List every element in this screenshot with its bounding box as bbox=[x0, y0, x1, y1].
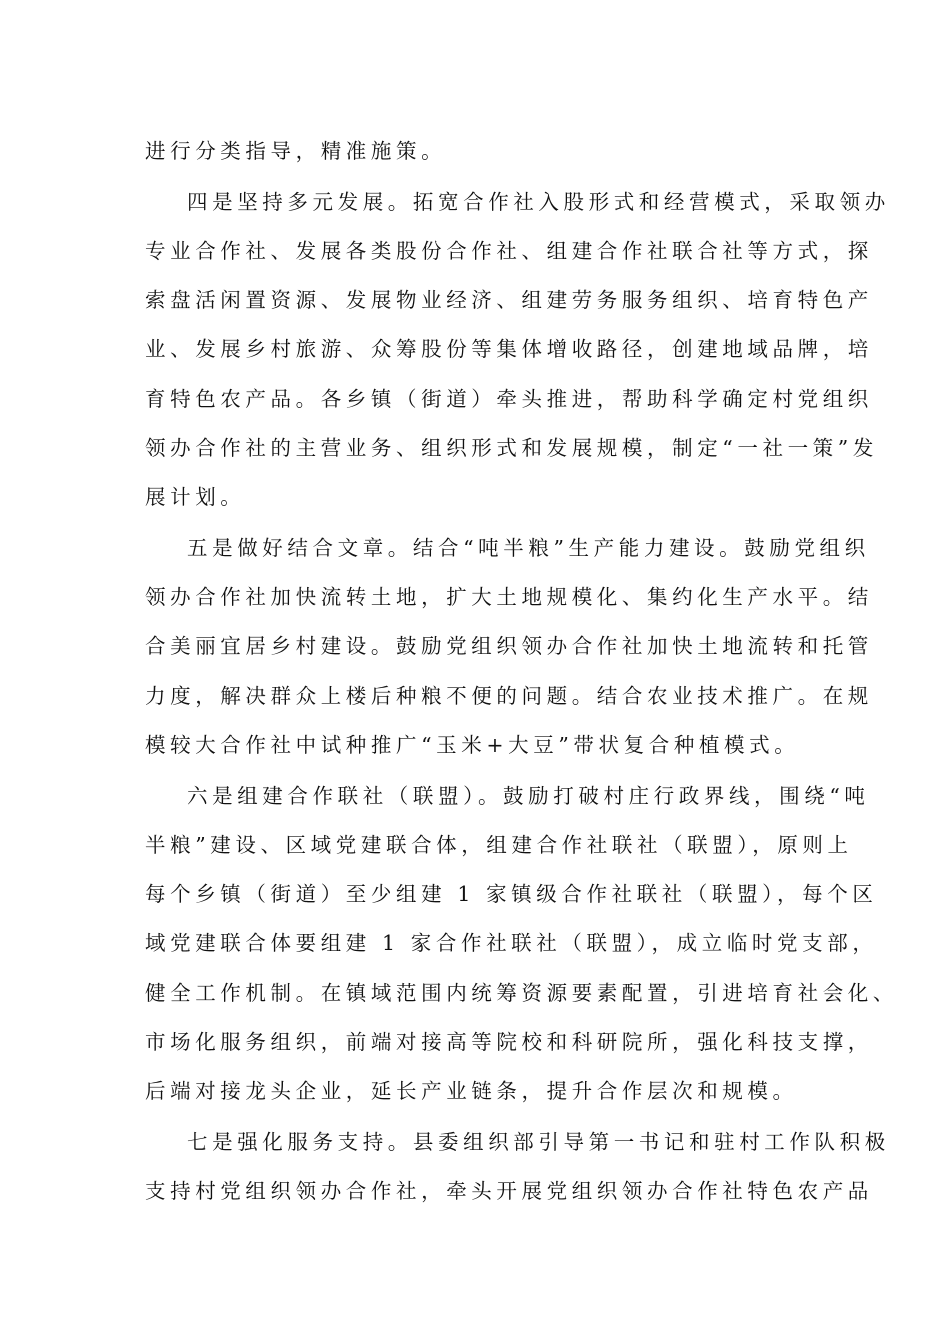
text-line: 模较大合作社中试种推广“玉米+大豆”带状复合种植模式。 bbox=[145, 733, 800, 757]
text-line: 展计划。 bbox=[145, 485, 246, 509]
text-line: 后端对接龙头企业，延长产业链条，提升合作层次和规模。 bbox=[145, 1079, 798, 1103]
paragraph-start-line: 四是坚持多元发展。拓宽合作社入股形式和经营模式，采取领办 bbox=[187, 190, 890, 214]
text-line: 合美丽宜居乡村建设。鼓励党组织领办合作社加快土地流转和托管 bbox=[145, 634, 873, 658]
text-line: 育特色农产品。各乡镇（街道）牵头推进，帮助科学确定村党组织 bbox=[145, 387, 873, 411]
text-line: 专业合作社、发展各类股份合作社、组建合作社联合社等方式，探 bbox=[145, 239, 873, 263]
text-line: 进行分类指导，精准施策。 bbox=[145, 139, 447, 163]
text-line: 市场化服务组织，前端对接高等院校和科研院所，强化科技支撑， bbox=[145, 1030, 873, 1054]
text-line: 半粮”建设、区域党建联合体，组建合作社联社（联盟），原则上 bbox=[145, 833, 853, 857]
text-line: 业、发展乡村旅游、众筹股份等集体增收路径，创建地域品牌，培 bbox=[145, 337, 873, 361]
paragraph-start-line: 六是组建合作联社（联盟）。鼓励打破村庄行政界线，围绕“吨 bbox=[187, 784, 870, 808]
text-line: 健全工作机制。在镇域范围内统筹资源要素配置，引进培育社会化、 bbox=[145, 981, 898, 1005]
text-line: 领办合作社的主营业务、组织形式和发展规模，制定“一社一策”发 bbox=[145, 436, 878, 460]
text-line: 索盘活闲置资源、发展物业经济、组建劳务服务组织、培育特色产 bbox=[145, 288, 873, 312]
text-line: 域党建联合体要组建 1 家合作社联社（联盟），成立临时党支部， bbox=[145, 931, 878, 955]
text-line: 每个乡镇（街道）至少组建 1 家镇级合作社联社（联盟），每个区 bbox=[145, 882, 878, 906]
paragraph-start-line: 五是做好结合文章。结合“吨半粮”生产能力建设。鼓励党组织 bbox=[187, 536, 870, 560]
text-line: 支持村党组织领办合作社，牵头开展党组织领办合作社特色农产品 bbox=[145, 1179, 873, 1203]
text-line: 力度，解决群众上楼后种粮不便的问题。结合农业技术推广。在规 bbox=[145, 684, 873, 708]
paragraph-start-line: 七是强化服务支持。县委组织部引导第一书记和驻村工作队积极 bbox=[187, 1130, 890, 1154]
text-line: 领办合作社加快流转土地，扩大土地规模化、集约化生产水平。结 bbox=[145, 585, 873, 609]
